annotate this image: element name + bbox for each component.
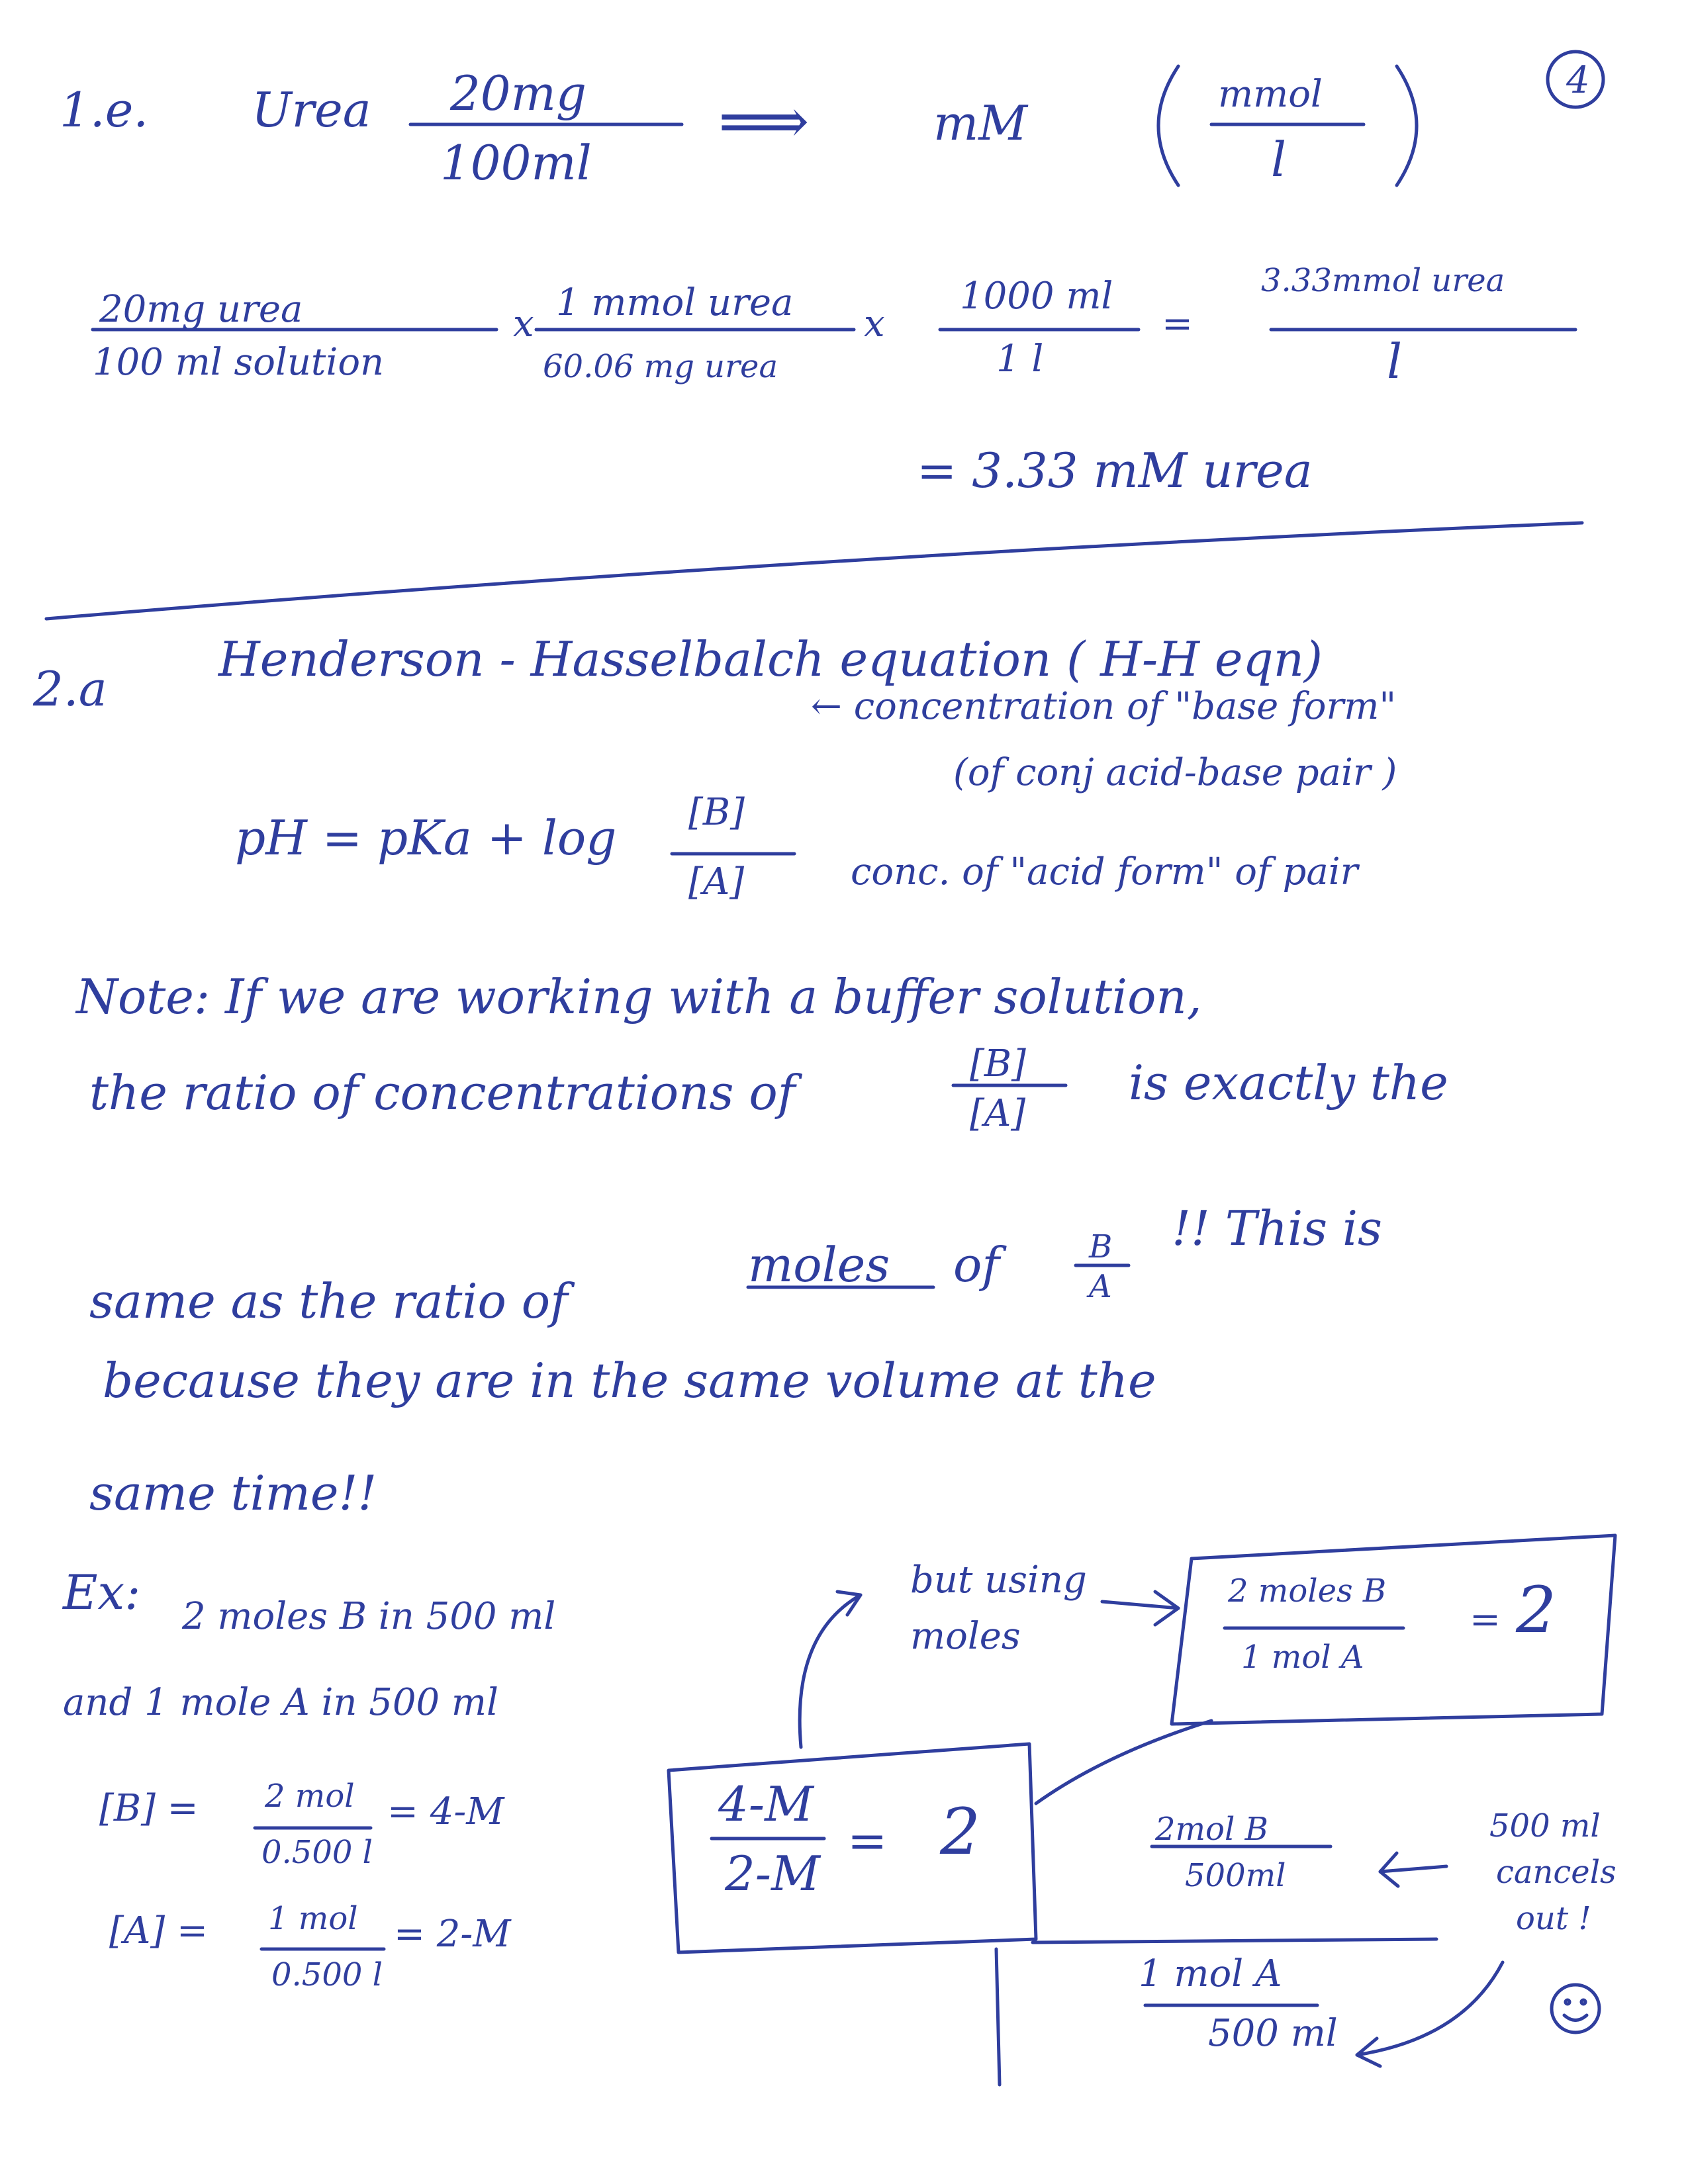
box1-numerator: 4-M xyxy=(718,1776,814,1832)
a-conc-lhs: [A] = xyxy=(109,1909,208,1952)
example-line-1: 2 moles B in 500 ml xyxy=(182,1595,556,1638)
note-line-4: because they are in the same volume at the xyxy=(103,1353,1156,1408)
box1-result: 2 xyxy=(940,1795,981,1869)
calc-f2-numerator: 1 mmol urea xyxy=(556,281,794,324)
a-conc-result: = 2-M xyxy=(394,1913,511,1956)
part-1e-label: 1.e. xyxy=(60,82,149,138)
cancels-note-3: out ! xyxy=(1516,1900,1591,1937)
smiley-face xyxy=(1552,1985,1599,2032)
calc-f3-numerator: 1000 ml xyxy=(960,275,1113,318)
note-ratio-denominator: [A] xyxy=(970,1092,1026,1135)
frac-top-numerator: 2mol B xyxy=(1155,1811,1268,1848)
but-using-moles: moles xyxy=(910,1615,1021,1658)
b-conc-denominator: 0.500 l xyxy=(261,1834,373,1871)
note-ratio-numerator: [B] xyxy=(970,1042,1026,1085)
annotation-acid-form: conc. of "acid form" of pair xyxy=(851,850,1358,893)
urea-conc-numerator: 20mg xyxy=(450,66,586,121)
example-line-2: and 1 mole A in 500 ml xyxy=(63,1681,498,1724)
note-line-3b: !! This is xyxy=(1172,1201,1382,1256)
b-conc-result: = 4-M xyxy=(387,1790,504,1833)
box2-equals: = xyxy=(1470,1598,1501,1641)
right-paren xyxy=(1397,66,1417,185)
cancels-arrow-lower xyxy=(1357,1962,1503,2055)
cancels-arrow xyxy=(1380,1866,1446,1872)
but-using-note: but using xyxy=(910,1559,1087,1602)
note-line-2b: is exactly the xyxy=(1129,1055,1448,1111)
note-moles: moles xyxy=(748,1237,890,1293)
calc-f1-denominator: 100 ml solution xyxy=(93,341,385,384)
note-frac-a: A xyxy=(1089,1268,1112,1305)
cancels-note-1: 500 ml xyxy=(1489,1807,1601,1844)
box1-equals: = xyxy=(847,1813,888,1868)
note-line-5: same time!! xyxy=(89,1465,377,1521)
note-line-3a: same as the ratio of xyxy=(89,1273,568,1329)
hh-numerator: [B] xyxy=(688,791,745,834)
frac-top-denominator: 500ml xyxy=(1185,1857,1286,1894)
left-paren xyxy=(1158,66,1178,185)
calc-equals: = xyxy=(1162,302,1193,345)
section-divider xyxy=(46,523,1582,619)
b-conc-lhs: [B] = xyxy=(99,1787,199,1830)
frac-bottom-numerator: 1 mol A xyxy=(1139,1952,1282,1995)
annotation-base-form: ← concentration of "base form" xyxy=(811,685,1397,728)
hh-equation-lhs: pH = pKa + log xyxy=(235,810,617,866)
box1-denominator: 2-M xyxy=(725,1846,820,1901)
hh-title: Henderson - Hasselbalch equation ( H-H eqn) xyxy=(218,631,1323,687)
calc-result-denominator: l xyxy=(1387,334,1403,389)
calc-times-1: x xyxy=(513,302,534,345)
implies-arrow: ⟹ xyxy=(718,84,810,158)
page-number: 4 xyxy=(1566,59,1590,102)
part-2a-label: 2.a xyxy=(33,661,107,717)
hh-denominator: [A] xyxy=(688,860,745,903)
a-conc-denominator: 0.500 l xyxy=(271,1956,383,1993)
a-conc-numerator: 1 mol xyxy=(268,1900,358,1937)
calc-final-result: = 3.33 mM urea xyxy=(917,443,1313,498)
smiley-eye-left xyxy=(1566,2000,1570,2004)
example-label: Ex: xyxy=(63,1565,141,1620)
box2-denominator: 1 mol A xyxy=(1241,1639,1364,1676)
frac-main-bar xyxy=(1033,1939,1436,1942)
mm-unit: mM xyxy=(933,95,1027,151)
unit-numerator: mmol xyxy=(1218,73,1323,116)
smiley-mouth xyxy=(1564,2015,1587,2021)
urea-conc-denominator: 100ml xyxy=(440,135,592,191)
urea-word: Urea xyxy=(252,82,371,138)
frac-bottom-denominator: 500 ml xyxy=(1208,2012,1338,2055)
b-conc-numerator: 2 mol xyxy=(265,1778,355,1815)
but-using-arrow xyxy=(1102,1602,1178,1608)
note-line-2a: the ratio of concentrations of xyxy=(89,1065,796,1120)
unit-denominator: l xyxy=(1271,132,1287,187)
box2-result: 2 xyxy=(1516,1573,1557,1647)
note-of: of xyxy=(953,1237,1000,1293)
box1-stem xyxy=(996,1949,1000,2085)
calc-f3-denominator: 1 l xyxy=(996,338,1044,381)
connector-box1-to-box2 xyxy=(1036,1721,1211,1803)
box2-numerator: 2 moles B xyxy=(1228,1572,1387,1610)
smiley-eye-right xyxy=(1581,2000,1585,2004)
cancels-note-2: cancels xyxy=(1496,1854,1617,1891)
arrow-curve-up xyxy=(800,1595,861,1747)
calc-f1-numerator: 20mg urea xyxy=(99,288,303,331)
calc-times-2: x xyxy=(864,302,885,345)
calc-result-numerator: 3.33mmol urea xyxy=(1261,262,1505,299)
calc-f2-denominator: 60.06 mg urea xyxy=(543,348,778,385)
note-frac-b: B xyxy=(1089,1228,1113,1265)
note-line-1: Note: If we are working with a buffer solution, xyxy=(76,969,1202,1024)
annotation-conj-pair: (of conj acid-base pair ) xyxy=(953,751,1397,794)
